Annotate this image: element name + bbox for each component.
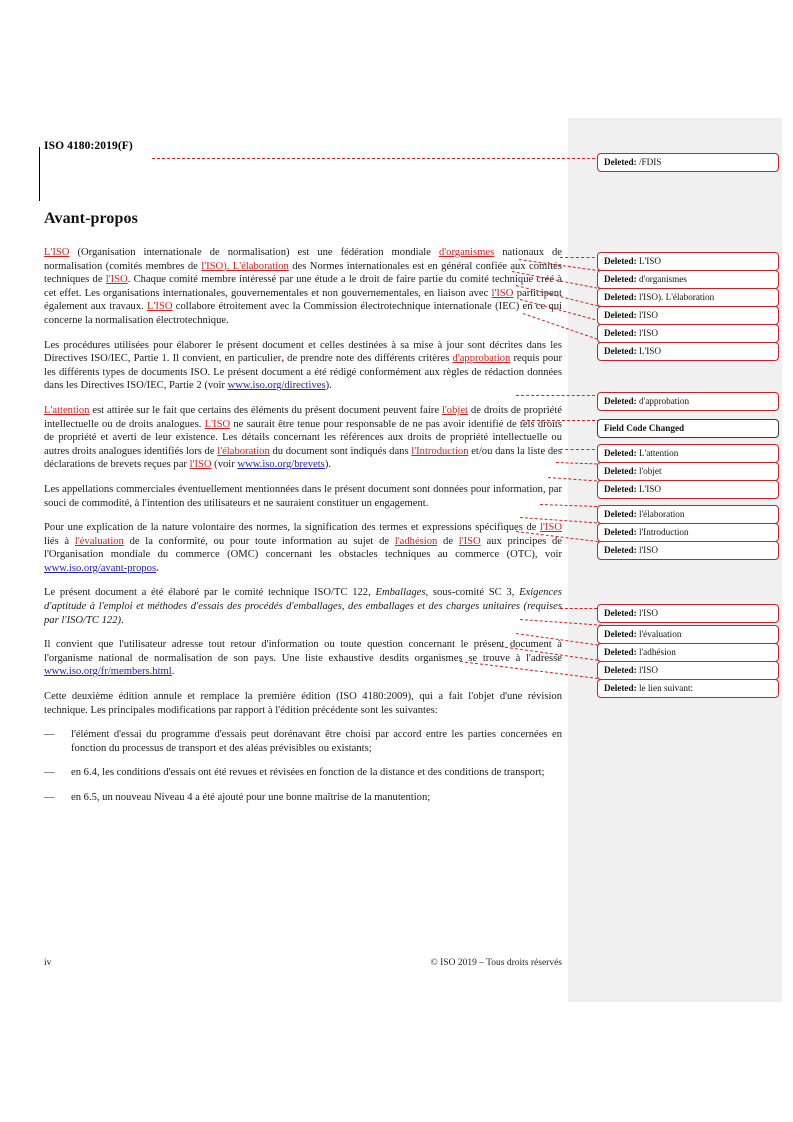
body-text: des Normes internationales est en général confiée aux comités techniques de xyxy=(44,260,563,286)
list-item-text: en 6.5, un nouveau Niveau 4 a été ajouté pour une bonne maîtrise de la manutention; xyxy=(71,792,431,803)
balloon-label: Deleted: xyxy=(604,465,637,476)
inserted-text: l'ISO xyxy=(458,535,481,547)
running-header-text: ISO 4180:2019(F) xyxy=(44,140,133,152)
balloon-label: Deleted: xyxy=(604,255,637,266)
changed-line-bar xyxy=(39,147,40,201)
revision-balloon-deleted[interactable] xyxy=(597,342,779,361)
body-text: , sous-comité SC 3, xyxy=(425,587,520,599)
inserted-text: l'ISO xyxy=(105,274,128,286)
link-iso-directives[interactable]: www.iso.org/directives xyxy=(227,380,326,392)
balloon-label: Deleted: xyxy=(604,345,637,356)
balloon-value: l'ISO). L'élaboration xyxy=(636,291,715,302)
link-iso-brevets[interactable]: www.iso.org/brevets xyxy=(237,459,325,471)
inserted-text: L'ISO xyxy=(147,301,173,313)
dash-bullet-icon: — xyxy=(44,729,55,741)
revision-balloon-deleted[interactable] xyxy=(597,643,779,662)
body-text: est attirée sur le fait que certains des éléments du présent document peuvent faire xyxy=(89,404,442,416)
paragraph-5 xyxy=(44,521,562,575)
balloon-value: le lien suivant: xyxy=(636,682,694,693)
body-text: ). xyxy=(325,380,332,392)
balloon-label: Deleted: xyxy=(604,682,637,693)
balloon-label: Deleted: xyxy=(604,526,637,537)
inserted-text: L'ISO xyxy=(44,247,70,258)
balloon-label: Deleted: xyxy=(604,607,637,618)
deletion-tick-icon: . xyxy=(156,562,159,574)
balloon-label: Field Code Changed xyxy=(604,422,685,433)
balloon-value: L'attention xyxy=(636,447,679,458)
body-text: (voir xyxy=(211,459,238,471)
paragraph-6 xyxy=(44,586,562,627)
balloon-label: Deleted: xyxy=(604,483,637,494)
balloon-value: L'ISO xyxy=(636,255,662,266)
link-iso-avant-propos[interactable]: www.iso.org/avant-propos xyxy=(44,562,157,574)
inserted-text: d'organismes xyxy=(438,247,495,258)
revision-balloon-deleted[interactable] xyxy=(597,679,779,698)
body-text: Les procédures utilisées pour élaborer le présent document et celles destinées à sa mise à jour sont décrites dans les Directives ISO/IEC, Partie 1. Il convient, en particulier xyxy=(44,339,562,365)
list-item-text: en 6.4, les conditions d'essais ont été revues et révisées en fonction de la distance et des conditions de transport; xyxy=(71,767,545,779)
document-body xyxy=(44,140,562,816)
inserted-text: l'ISO). L'élaboration xyxy=(201,260,289,272)
revision-balloon-deleted[interactable] xyxy=(597,541,779,560)
balloon-label: Deleted: xyxy=(604,508,637,519)
list-item-text: l'élément d'essai du programme d'essais peut dorénavant être choisi par accord entre les parties concernées en fonction du processus de transport et des aléas prévisibles ou existants; xyxy=(71,729,562,754)
inserted-text: l'Introduction xyxy=(411,445,469,457)
revision-balloon-deleted[interactable] xyxy=(597,324,779,343)
balloon-label: Deleted: xyxy=(604,156,637,167)
body-text: liés à xyxy=(44,535,75,547)
revision-balloon-deleted[interactable] xyxy=(597,480,779,499)
revision-balloon-deleted[interactable] xyxy=(597,252,779,271)
paragraph-8: Cette deuxième édition annule et remplace la première édition (ISO 4180:2009), qui a fait l'objet d'une révision technique. Les principales modifications par rapport à l'édition précédente sont les suivantes: xyxy=(44,691,562,716)
paragraph-4: Les appellations commerciales éventuellement mentionnées dans le présent document sont données pour information, par souci de commodité, à l'intention des utilisateurs et ne sauraient constituer un engagement. xyxy=(44,483,562,509)
balloon-value: l'ISO xyxy=(636,327,658,338)
revision-balloon-deleted[interactable] xyxy=(597,625,779,644)
committee-name: Emballages xyxy=(375,587,426,599)
inserted-text: d'approbation xyxy=(452,353,511,365)
paragraph-3 xyxy=(44,404,562,472)
revision-balloon-deleted[interactable] xyxy=(597,505,779,524)
revision-balloon-deleted[interactable] xyxy=(597,444,779,463)
revision-balloon-deleted[interactable] xyxy=(597,604,779,623)
running-header xyxy=(44,140,562,152)
list-item xyxy=(44,728,562,755)
inserted-text: l'ISO xyxy=(189,459,212,471)
list-item xyxy=(44,766,562,780)
balloon-value: l'ISO xyxy=(636,607,658,618)
balloon-value: l'ISO xyxy=(636,309,658,320)
body-text: (Organisation internationale de normalisation) est une fédération mondiale xyxy=(69,247,439,258)
balloon-value: l'adhésion xyxy=(636,646,676,657)
inserted-text: l'ISO xyxy=(491,287,514,299)
body-text: aux principes de l'Organisation mondiale du commerce (OMC) concernant les obstacles techniques au commerce (OTC), voir xyxy=(44,535,563,561)
balloon-label: Deleted: xyxy=(604,447,637,458)
body-text: de xyxy=(437,535,459,547)
inserted-text: l'objet xyxy=(441,404,468,416)
body-text: Le présent document a été élaboré par le comité technique ISO/TC 122, xyxy=(44,587,376,599)
changes-list xyxy=(44,728,562,804)
balloon-label: Deleted: xyxy=(604,646,637,657)
revision-balloon-deleted[interactable] xyxy=(597,270,779,289)
paragraph-2 xyxy=(44,339,562,393)
balloon-value: L'ISO xyxy=(636,345,662,356)
inserted-text: L'attention xyxy=(44,404,90,416)
subcommittee-name: Exigences d'aptitude à l'emploi et méthodes d'essais des procédés d'emballages, des emballages et des charges unitaires (requises par l'ISO/TC 122) xyxy=(44,587,563,626)
deletion-tick-icon: , xyxy=(281,353,284,365)
balloon-value: d'approbation xyxy=(636,395,690,406)
inserted-text: l'élaboration xyxy=(217,445,270,457)
body-text: du document sont indiqués dans xyxy=(269,445,412,457)
balloon-label: Deleted: xyxy=(604,291,637,302)
revision-balloon-deleted[interactable] xyxy=(597,153,779,172)
body-text: ne saurait être tenue pour responsable de ne pas avoir identifié de tels droits de propriété et averti de leur existence. Les détails concernant les références aux droits de propriété intellectuelle ou autres droits analogues identifiés lors de xyxy=(44,418,562,457)
paragraph-1 xyxy=(44,246,562,328)
page-title: Avant-propos xyxy=(44,210,138,227)
balloon-value: l'Introduction xyxy=(636,526,689,537)
revision-balloon-deleted[interactable] xyxy=(597,392,779,411)
revision-balloon-deleted[interactable] xyxy=(597,462,779,481)
balloon-value: l'objet xyxy=(636,465,662,476)
paragraph-7 xyxy=(44,638,562,679)
balloon-label: Deleted: xyxy=(604,664,637,675)
balloon-label: Deleted: xyxy=(604,273,637,284)
body-text: requis pour les différents types de documents ISO. Le présent document a été rédigé conformément aux règles de rédaction données dans les Directives ISO/IEC, Partie 2 (voir xyxy=(44,353,562,392)
dash-bullet-icon: — xyxy=(44,792,55,803)
body-text: Il convient que l'utilisateur adresse tout retour d'information ou toute question concernant le présent document à l'organisme national de normalisation de son pays. Une liste exhaustive desdits organismes se trouve à l'adresse xyxy=(44,639,562,664)
page-number: iv xyxy=(44,958,52,968)
balloon-value: l'évaluation xyxy=(636,628,682,639)
body-text: collabore étroitement avec la Commission électrotechnique internationale (IEC) en ce qui concerne la normalisation électrotechnique. xyxy=(44,301,563,326)
inserted-text: l'évaluation xyxy=(74,535,124,547)
balloon-value: d'organismes xyxy=(636,273,687,284)
revision-balloon-deleted[interactable] xyxy=(597,523,779,542)
body-text: . xyxy=(171,666,175,678)
inserted-text: L'ISO xyxy=(204,418,231,430)
dash-bullet-icon: — xyxy=(44,767,55,779)
revision-balloon-deleted[interactable] xyxy=(597,661,779,680)
body-text: et/ou dans la liste des déclarations de brevets reçues par xyxy=(44,445,562,471)
revision-balloon-field-code[interactable] xyxy=(597,419,779,438)
balloon-value: l'ISO xyxy=(636,664,658,675)
revision-balloon-deleted[interactable] xyxy=(597,288,779,307)
balloon-value: l'élaboration xyxy=(636,508,685,519)
body-text: . xyxy=(121,614,124,626)
body-text: ). xyxy=(324,459,331,471)
body-text: de prendre note des différents critères xyxy=(283,353,453,365)
balloon-value: /FDIS xyxy=(636,156,662,167)
balloon-label: Deleted: xyxy=(604,309,637,320)
link-iso-members[interactable]: www.iso.org/fr/members.html xyxy=(44,666,172,678)
body-text: de la conformité, ou pour toute information au sujet de xyxy=(123,535,395,547)
body-text: participent également aux travaux. xyxy=(44,287,562,313)
balloon-label: Deleted: xyxy=(604,628,637,639)
balloon-label: Deleted: xyxy=(604,395,637,406)
balloon-value: L'ISO xyxy=(636,483,662,494)
body-text: Pour une explication de la nature volontaire des normes, la signification des termes et expressions spécifiques de xyxy=(44,522,541,534)
body-text: de droits de propriété intellectuelle ou de droits analogues. xyxy=(44,404,563,430)
balloon-value: l'ISO xyxy=(636,544,658,555)
inserted-text: l'ISO xyxy=(540,522,562,534)
inserted-text: l'adhésion xyxy=(394,535,438,547)
balloon-label: Deleted: xyxy=(604,544,637,555)
revision-balloon-deleted[interactable] xyxy=(597,306,779,325)
list-item xyxy=(44,791,562,805)
body-text: . Chaque comité membre intéressé par une étude a le droit de faire partie du comité technique créé à cet effet. Les organisations internationales, gouvernementales et non gouvernementales, en liaison avec xyxy=(44,274,562,299)
body-text: nationaux de normalisation (comités membres de xyxy=(44,247,562,272)
markup-gutter xyxy=(568,118,782,1002)
copyright-notice: © ISO 2019 – Tous droits réservés xyxy=(430,958,562,968)
page-footer xyxy=(44,958,562,968)
balloon-label: Deleted: xyxy=(604,327,637,338)
